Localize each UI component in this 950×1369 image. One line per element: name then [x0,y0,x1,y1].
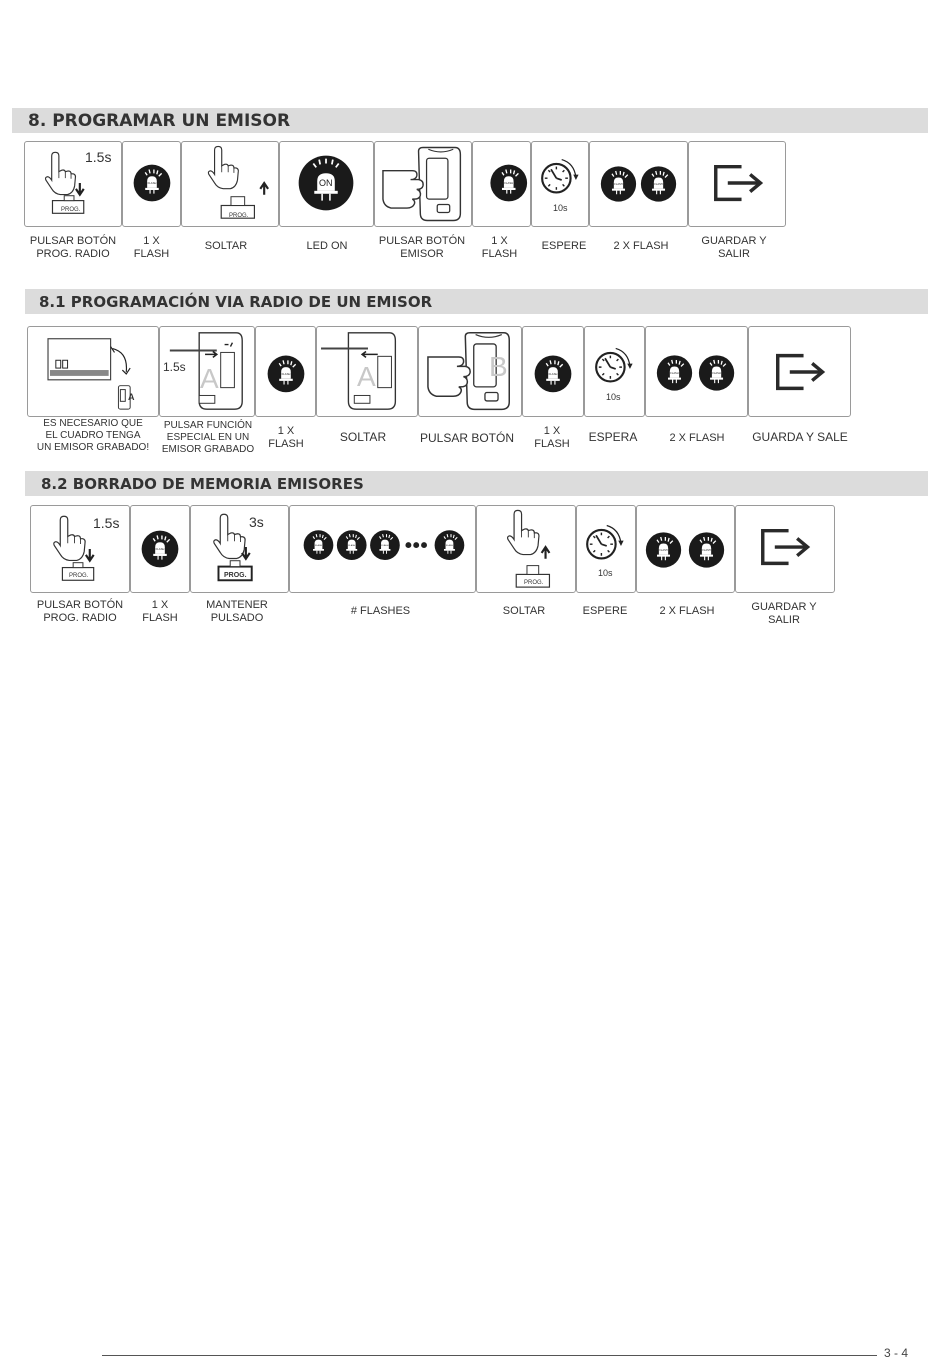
flash-lamp-icon [646,327,747,416]
press-duration-82: 1.5s [93,515,120,531]
section-8-2-header [25,471,928,496]
label-1x-flash-81: 1 X FLASH [268,425,304,450]
exit-arrow-icon [736,506,834,592]
label-hold-pressed: MANTENER PULSADO [206,599,268,624]
remote-control-icon [375,142,471,226]
timer-icon [577,506,635,592]
label-release-82: SOLTAR [502,605,546,617]
step-2x-flash-81 [645,326,748,417]
label-press-remote: PULSAR BOTÓN EMISOR [378,235,466,260]
step-wait-81 [584,326,645,417]
step-press-remote-button [374,141,472,227]
wait-duration-82: 10s [598,568,613,578]
label-n-flashes: # FLASHES [350,605,411,617]
step-wait [531,141,589,227]
prog-button-label-82: PROG. [69,573,89,579]
step-1x-flash-2 [472,141,531,227]
section-8-1-title: 8.1 PROGRAMACIÓN VIA RADIO DE UN EMISOR [39,292,433,311]
label-2x-flash-82: 2 X FLASH [659,605,715,617]
exit-arrow-icon [689,142,785,226]
section-8-header [12,108,928,133]
step-2x-flash-82 [636,505,735,593]
step-hold-pressed [190,505,289,593]
section-8-2-title: 8.2 BORRADO DE MEMORIA EMISORES [41,474,364,493]
flash-lamp-icon [123,142,180,226]
section-8-1-header [25,289,928,314]
step-1x-flash [122,141,181,227]
special-press-duration: 1.5s [163,360,186,374]
wait-duration: 10s [553,203,568,213]
footer-rule [102,1355,877,1356]
channel-a-letter-2: A [357,361,376,392]
channel-b-letter: B [489,351,508,382]
label-press-button: PULSAR BOTÓN [419,431,515,445]
step-save-exit-82 [735,505,835,593]
flash-lamp-icon [131,506,189,592]
section-8-title: 8. PROGRAMAR UN EMISOR [28,110,291,131]
label-1x-flash-82: 1 X FLASH [142,599,178,624]
step-press-prog-radio-82 [30,505,130,593]
step-release-82 [476,505,576,593]
flash-lamp-icon [256,327,315,416]
flash-lamp-icon [590,142,687,226]
label-release: SOLTAR [204,240,248,252]
prog-button-label: PROG. [229,213,249,219]
page-number: 3 - 4 [884,1346,909,1360]
exit-arrow-icon [749,327,850,416]
label-save-exit-82: GUARDAR Y SALIR [751,601,817,626]
step-press-button-b [418,326,522,417]
flash-lamp-icon [290,506,475,592]
channel-a-letter: A [200,363,219,394]
label-1x-flash-81-2: 1 X FLASH [534,425,570,450]
label-1x-flash-2: 1 X FLASH [481,235,518,260]
step-led-on [279,141,374,227]
hand-press-icon [191,506,288,592]
step-special-function [159,326,255,417]
step-save-exit [688,141,786,227]
label-led-on: LED ON [306,240,348,252]
step-1x-flash-82 [130,505,190,593]
label-2x-flash-81: 2 X FLASH [669,432,725,444]
step-n-flashes [289,505,476,593]
label-save-exit-81: GUARDA Y SALE [752,430,848,444]
label-1x-flash: 1 X FLASH [133,235,170,260]
label-press-prog-radio-82: PULSAR BOTÓN PROG. RADIO [36,599,124,624]
timer-icon [532,142,588,226]
step-2x-flash [589,141,688,227]
hold-duration: 3s [249,514,264,530]
timer-icon [585,327,644,416]
label-wait-81: ESPERA [588,430,638,444]
step-1x-flash-81 [255,326,316,417]
step-release [181,141,279,227]
flash-lamp-icon [473,142,530,226]
label-wait-82: ESPERE [582,605,628,617]
flash-lamp-icon [637,506,734,592]
label-2x-flash: 2 X FLASH [613,240,669,252]
control-board-icon [28,327,158,416]
label-press-prog-radio: PULSAR BOTÓN PROG. RADIO [29,235,117,260]
step-1x-flash-81-2 [522,326,584,417]
remote-a-mark: A [128,392,135,402]
prog-button-label-bold: PROG. [224,572,247,579]
led-on-text: ON [319,178,333,188]
press-duration: 1.5s [85,149,112,165]
step-press-prog-radio [24,141,122,227]
step-wait-82 [576,505,636,593]
prog-button-label-82-2: PROG. [524,580,544,586]
label-requires-recorded-remote: ES NECESARIO QUE EL CUADRO TENGA UN EMISOR GRABADO! [36,418,150,453]
step-release-81 [316,326,418,417]
label-special-function: PULSAR FUNCIÓN ESPECIAL EN UN EMISOR GRABADO [161,420,255,455]
step-requires-recorded-remote [27,326,159,417]
label-save-exit: GUARDAR Y SALIR [701,235,767,260]
label-wait: ESPERE [541,240,587,252]
step-save-exit-81 [748,326,851,417]
wait-duration-81: 10s [606,392,621,402]
prog-button-label: PROG. [61,207,81,213]
label-release-81: SOLTAR [339,430,387,444]
flash-lamp-icon [523,327,583,416]
